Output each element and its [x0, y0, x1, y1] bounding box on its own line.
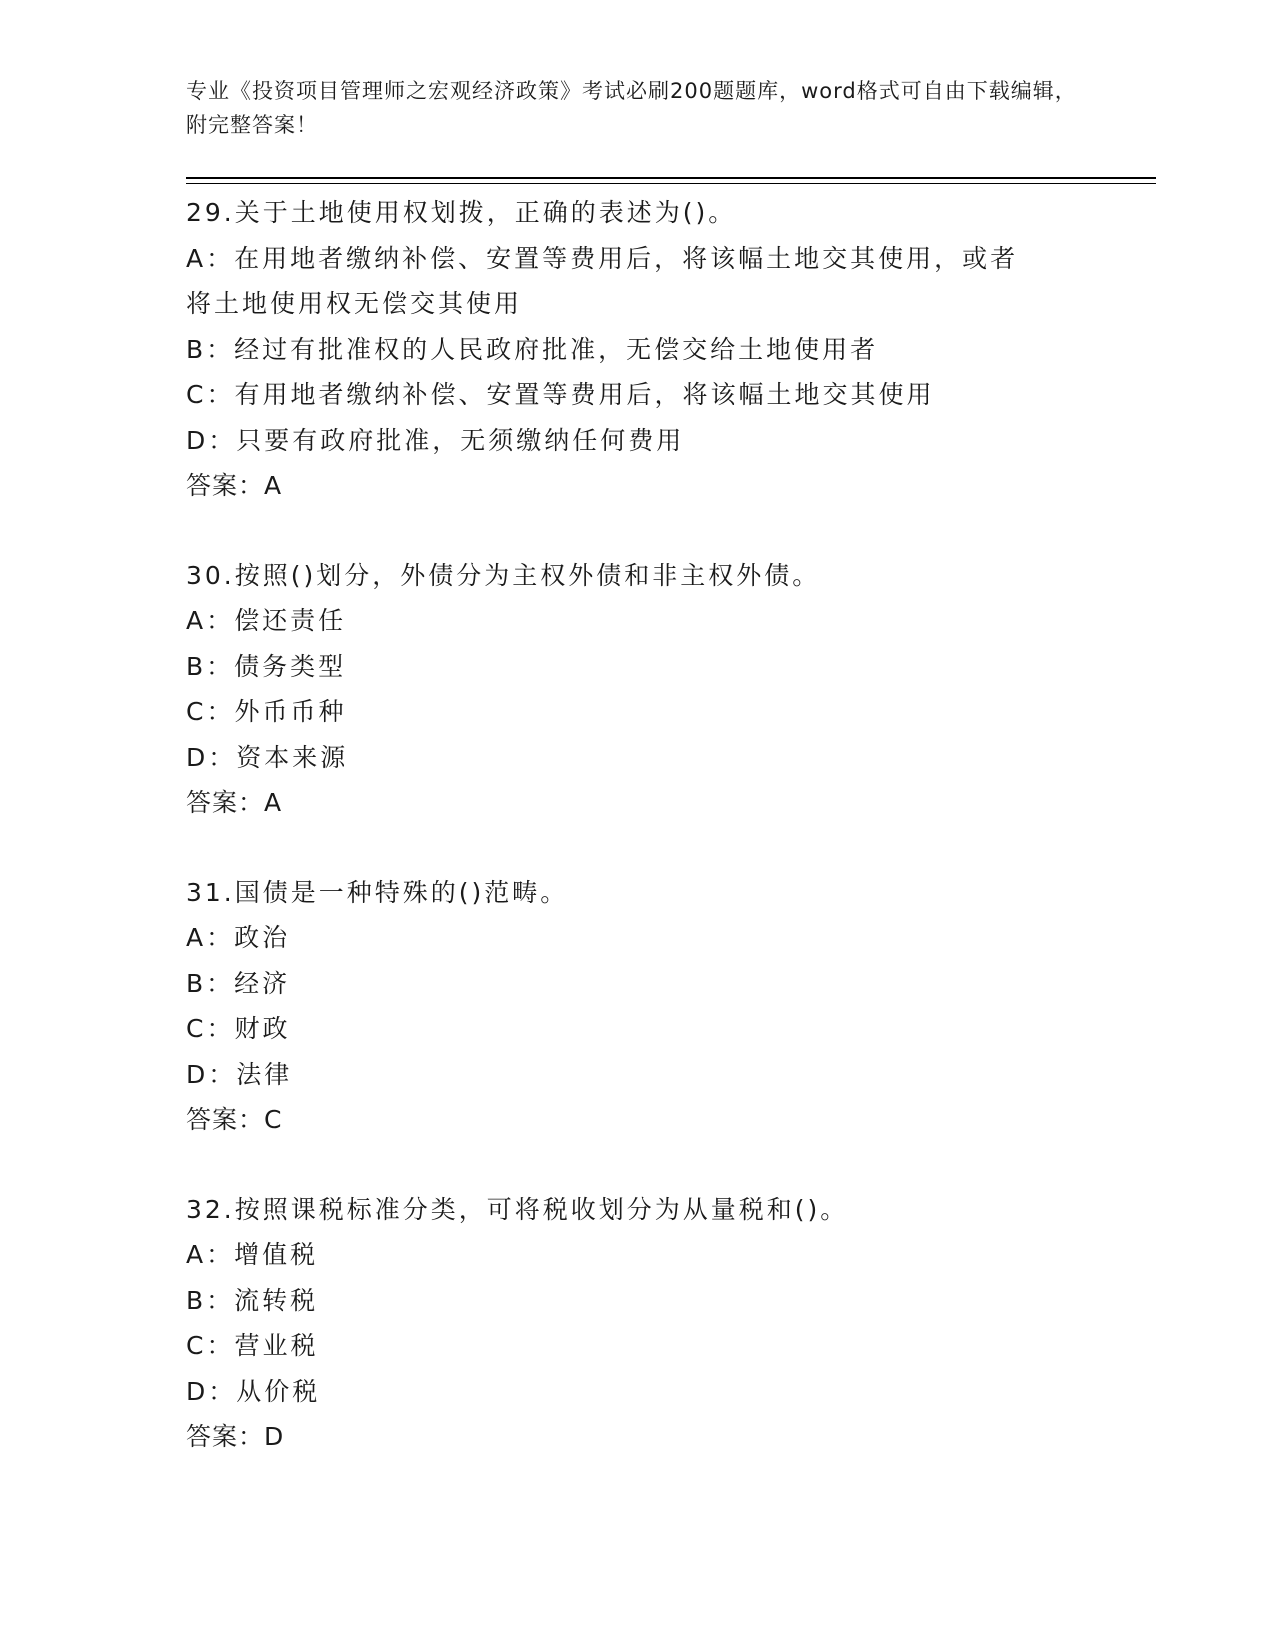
option-c: C：有用地者缴纳补偿、安置等费用后，将该幅土地交其使用 — [186, 380, 935, 409]
question-list — [186, 190, 1156, 1504]
option-d: D：只要有政府批准，无须缴纳任何费用 — [186, 425, 685, 455]
question-stem: 32.按照课税标准分类，可将税收划分为从量税和()。 — [186, 1194, 849, 1224]
option-a: A：增值税 — [186, 1240, 319, 1269]
option-a: A：偿还责任 — [186, 606, 347, 635]
option-d: D：资本来源 — [186, 742, 349, 772]
header-divider-thick — [186, 177, 1156, 179]
option-a: A：在用地者缴纳补偿、安置等费用后，将该幅土地交其使用，或者将土地使用权无偿交其使用 — [186, 243, 1019, 318]
option-b: B：债务类型 — [186, 651, 347, 681]
option-c: C：营业税 — [186, 1331, 319, 1360]
document-intro: 专业《投资项目管理师之宏观经济政策》考试必刷200题题库，word格式可自由下载编辑，附完整答案！ — [186, 79, 1077, 137]
option-b: B：经过有批准权的人民政府批准，无偿交给土地使用者 — [186, 334, 879, 364]
answer: 答案：D — [186, 1422, 285, 1451]
header-divider-thin — [186, 183, 1156, 184]
question-stem: 30.按照()划分，外债分为主权外债和非主权外债。 — [186, 560, 821, 590]
question-31 — [186, 870, 1156, 1143]
option-a: A：政治 — [186, 923, 291, 952]
question-stem: 29.关于土地使用权划拨，正确的表述为()。 — [186, 198, 737, 227]
option-c: C：外币币种 — [186, 697, 347, 726]
option-b: B：流转税 — [186, 1285, 319, 1315]
answer: 答案：A — [186, 788, 283, 817]
question-29 — [186, 190, 1156, 509]
option-b: B：经济 — [186, 968, 291, 998]
question-stem: 31.国债是一种特殊的()范畴。 — [186, 877, 569, 907]
option-d: D：法律 — [186, 1059, 293, 1089]
option-c: C：财政 — [186, 1014, 291, 1043]
question-32 — [186, 1187, 1156, 1460]
option-d: D：从价税 — [186, 1376, 321, 1406]
answer: 答案：A — [186, 471, 283, 500]
question-30 — [186, 553, 1156, 826]
answer: 答案：C — [186, 1105, 283, 1134]
